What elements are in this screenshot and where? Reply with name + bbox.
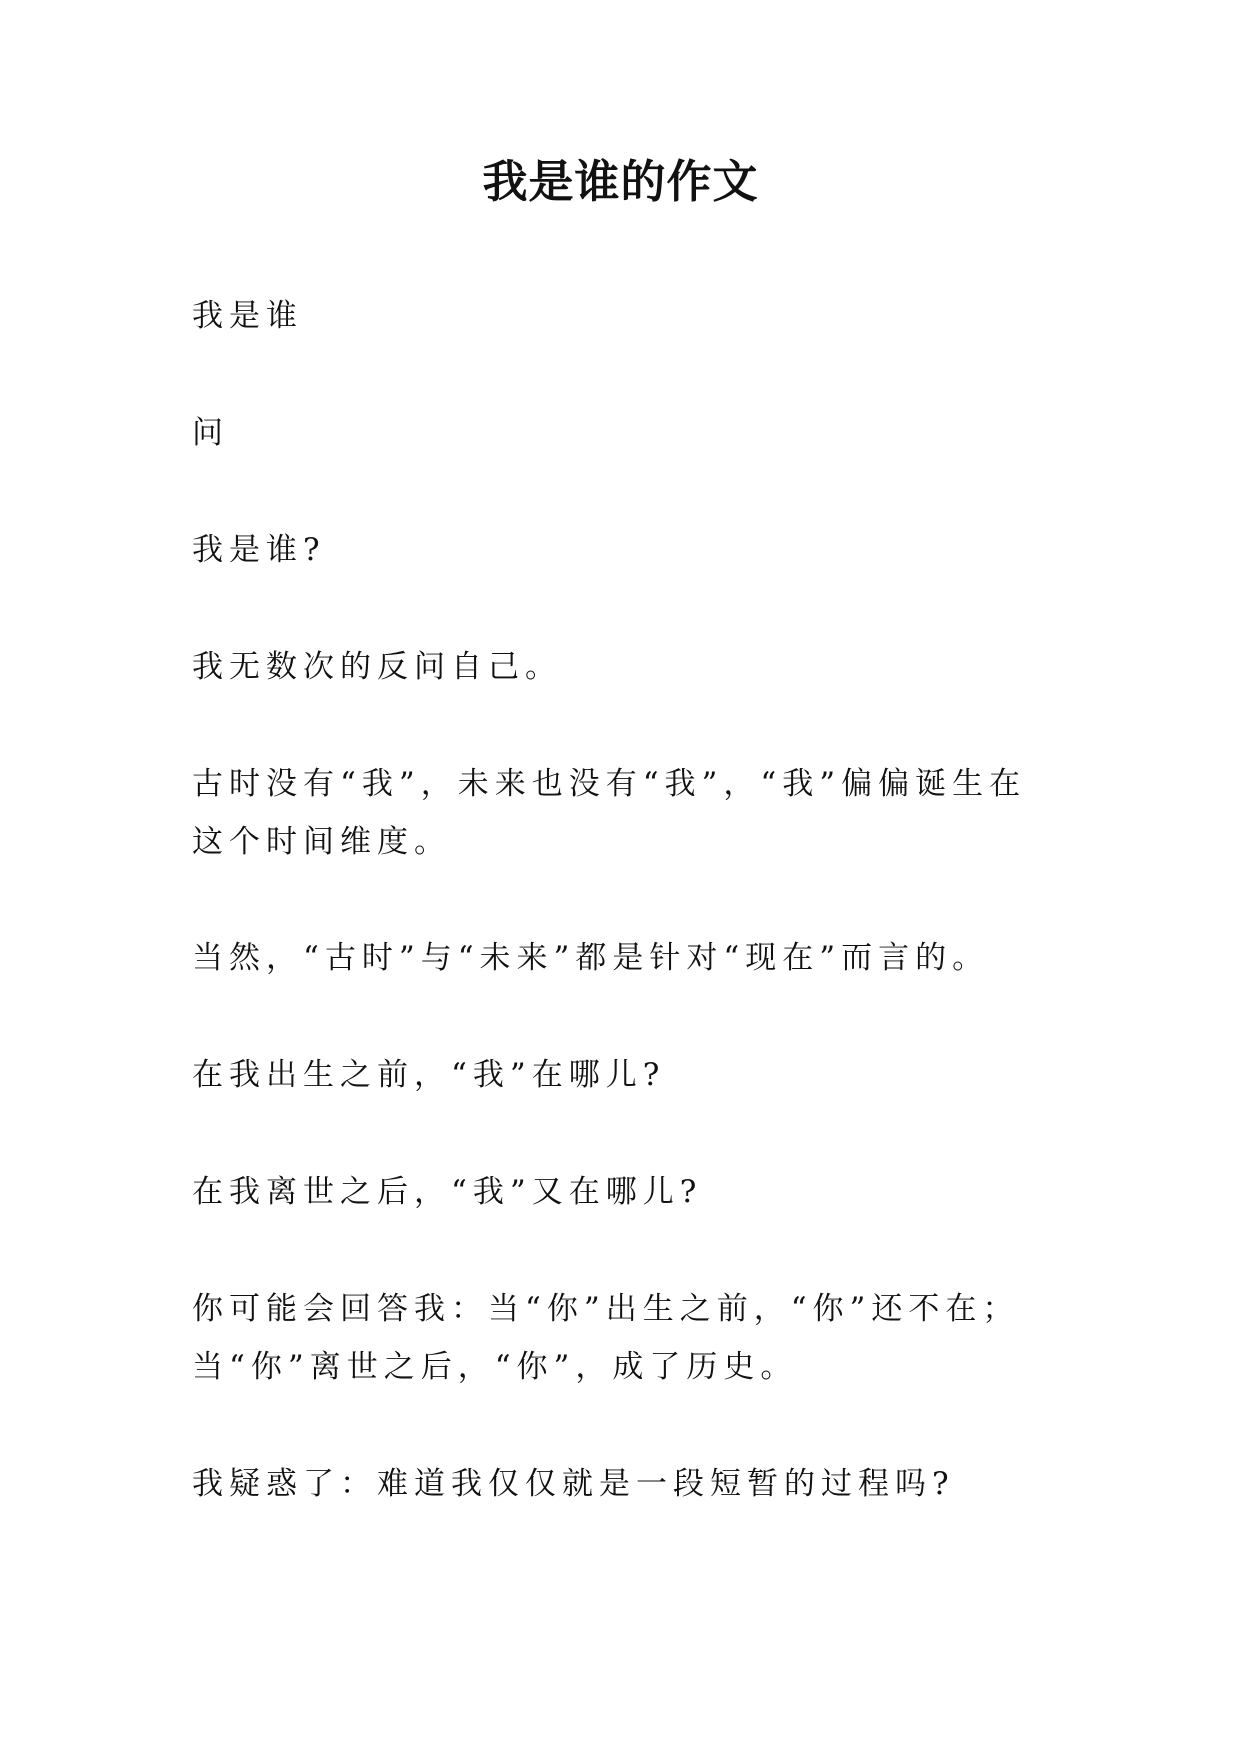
paragraph: 当然，“古时”与“未来”都是针对“现在”而言的。 — [192, 940, 990, 976]
paragraph: 问 — [192, 415, 229, 451]
document-title: 我是谁的作文 — [482, 155, 759, 208]
paragraph: 在我离世之后，“我”又在哪儿? — [192, 1174, 703, 1210]
paragraph: 古时没有“我”，未来也没有“我”，“我”偏偏诞生在这个时间维度。 — [192, 766, 1027, 860]
paragraph: 我是谁? — [192, 532, 326, 568]
paragraph: 我疑惑了：难道我仅仅就是一段短暂的过程吗? — [192, 1466, 955, 1502]
paragraph: 在我出生之前，“我”在哪儿? — [192, 1057, 666, 1093]
paragraph: 我无数次的反问自己。 — [192, 649, 562, 685]
paragraph: 我是谁 — [192, 298, 303, 334]
paragraph: 你可能会回答我：当“你”出生之前，“你”还不在；当“你”离世之后，“你”，成了历史。 — [192, 1291, 1020, 1385]
